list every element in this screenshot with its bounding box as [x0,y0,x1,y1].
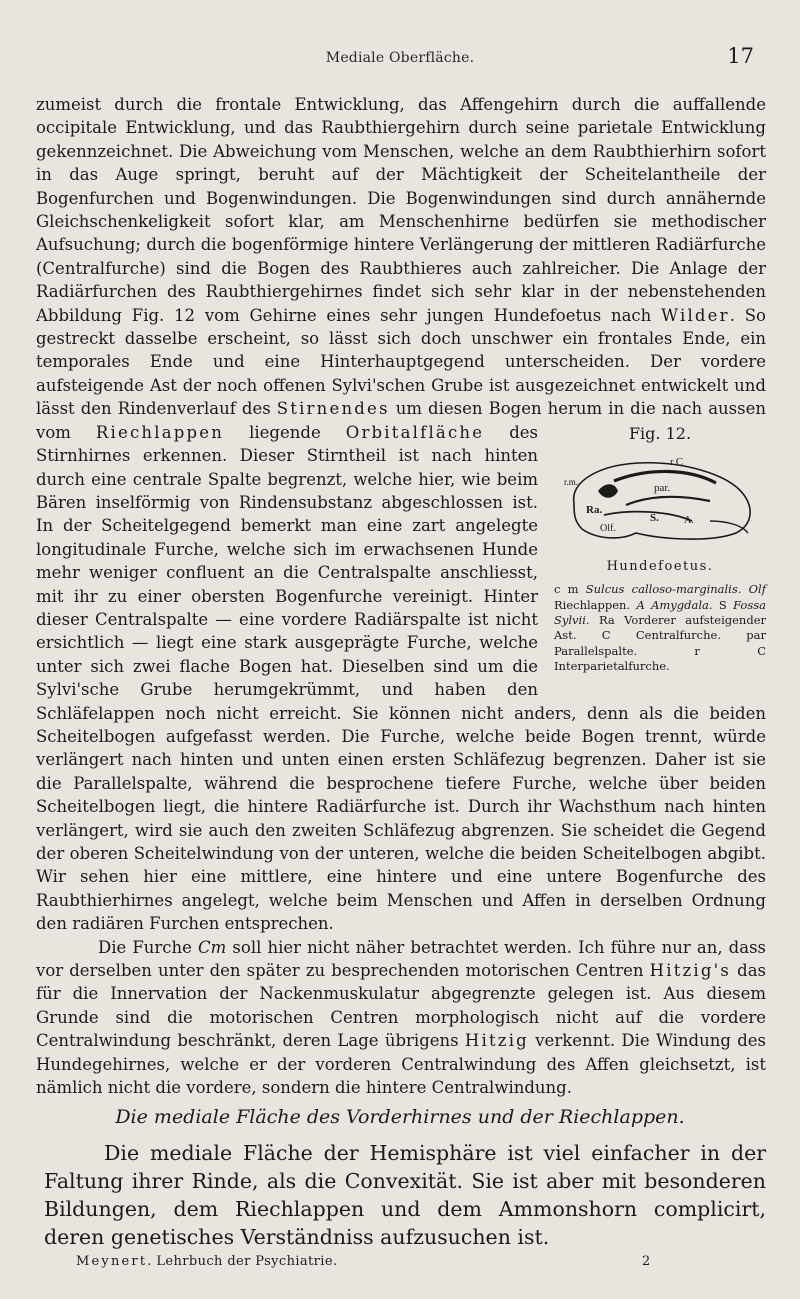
page-header [0,44,800,74]
legend-term: Amygdala. [651,597,713,612]
legend-abbr: S [718,597,727,612]
term-riechlappen: Riechlappen [95,422,225,442]
name-hitzig: Hitzig [464,1031,529,1051]
legend-abbr: c m [554,582,579,597]
figure-title: Fig. 12. [628,423,692,443]
name-hitzig: Hitzig's [649,961,732,981]
label-ra: Ra. [586,503,603,516]
label-s: S. [650,511,659,524]
label-a: A. [684,514,694,526]
text-run: das für die Innervation der Nackenmuskulatur abgegrenzte gelegen ist. Aus diesem Grunde sind die motorischen Centren morphologisch nicht auf die vordere Centralwindung beschränkt, deren Lage übrigens [36,961,767,1051]
page-number: 17 [727,44,754,68]
figure-legend [554,582,766,674]
text-run: zumeist durch die frontale Entwicklung, das Affengehirn durch die auffallende occipitale Entwicklung, und das Raubthiergehirn durch seine parietale Entwicklung gekennzeichnet. Die Abweichung vom Menschen, welche an dem Raubthierhirn sofort in das Auge springt, beruht auf der Mächtigkeit der Scheitelantheile der Bogenfurchen und Bogenwindungen. Die Bogenwindungen sind durch annähernde Gleichschenkeligkeit sofort klar, am Menschenhirne bedürfen sie methodischer Aufsuchung; durch die bogenförmige hintere Verlängerung der mittleren Radiärfurche (Centralfurche) sind die Bogen des Raubthieres auch zahlreicher. Die Anlage der Radiärfurchen des Raubthiergehirnes findet sich sehr klar in der nebenstehenden Abbildung Fig. 12 vom Gehirne eines sehr jungen Hundefoetus nach [36,95,766,325]
section-body [44,1139,766,1251]
footer-author: Meynert [76,1254,148,1269]
label-rc: r.C [670,455,684,468]
legend-rest: Ra Vorderer aufsteigender Ast. C Centralfurche. par Parallelspalte. r C Interparietalfurche. [554,612,766,674]
paragraph-1 [36,93,766,936]
legend-term: Riechlappen. [554,597,631,612]
section-paragraph: Die mediale Fläche der Hemisphäre ist viel einfacher in der Faltung ihrer Rinde, als die Convexität. Sie ist aber mit besonderen Bildungen, dem Riechlappen und dem Ammonshorn complicirt, deren genetisches Verständniss aufzusuchen ist. [44,1141,766,1249]
body-text [36,93,766,1099]
text-run: des Stirnhirnes erkennen. Dieser Stirntheil ist nach hinten durch eine centrale Spalte begrenzt, welche hier, wie beim Bären inselförmig von Rindensubstanz abgeschlossen ist. In der Scheitelgegend bemerkt man eine zart angelegte longitudinale Furche, welche sich im erwachsenen Hunde mehr weniger confluent an die Centralspalte anschliesst, mit ihr zu einer obersten Bogenfurche vereinigt. Hinter dieser Centralspalte — eine vordere Radiärspalte ist nicht ersichtlich — liegt eine stark ausgeprägte Furche, welche unter sich zwei flache Bogen hat. Dieselben sind um die Sylvi'sche Grube herumgekrümmt, und haben den Schläfelappen noch nicht erreicht. Sie können nicht anders, denn als die beiden Scheitelbogen aufgefasst werden. Die Furche, welche beide Bogen trennt, würde verlängert nach hinten und unten einen ersten Schläfezug begrenzen. Daher ist sie die Parallelspalte, während die besprochene tiefere Furche, welche über beiden Scheitelbogen liegt, die hintere Radiärfurche ist. Durch ihr Wachsthum nach hinten verlängert, wird sie auch den zweiten Schläfezug abgrenzen. Sie scheidet die Gegend der oberen Scheitelwindung von der unteren, welche die beiden Scheitelbogen abgibt. Wir sehen hier eine mittlere, eine hintere und eine untere Bogenfurche des Raubthierhirnes angelegt, welche beim Menschen und Affen in derselben Ordnung den radiären Furchen entsprechen. [36,422,766,934]
term-stirnendes: Stirnendes [276,399,390,419]
term-cm: Cm [198,937,227,957]
label-rm: r.m. [564,476,579,487]
term-orbitalflaeche: Orbitalfläche [345,422,485,442]
temporal-pole [710,521,748,533]
sylvian-fossa [604,511,692,520]
footer-book: . Lehrbuch der Psychiatrie. [147,1254,338,1269]
section-title: Die mediale Fläche des Vorderhirnes und der Riechlappen. [115,1106,685,1128]
legend-term: Sulcus calloso-marginalis. [585,582,742,597]
running-head: Mediale Oberfläche. [325,50,475,66]
text-run: um diesen Bogen herum in die nach aussen vom [36,399,767,442]
text-run: liegende [249,422,321,442]
central-furrow [598,484,618,498]
brain-diagram [560,451,760,547]
paragraph-2 [36,936,766,1100]
signature-mark: 2 [642,1254,651,1269]
text-run: Die Furche [98,937,192,957]
name-wilder: Wilder [661,305,730,325]
label-olf: Olf. [600,522,616,534]
legend-term: Fossa Sylvii. [554,597,766,627]
legend-abbr: A [636,597,645,612]
text-run: soll hier nicht näher betrachtet werden. Ich führe nur an, dass vor derselben unter den später zu besprechenden motorischen Centren [36,937,766,981]
text-run: verkennt. Die Windung des Hundegehirnes, welche er der vorderen Centralwindung des Affen gleichsetzt, ist nämlich nicht die vordere, sondern die hintere Centralwindung. [36,1031,766,1098]
figure-12 [554,423,766,675]
label-par: par. [654,481,671,494]
figure-subject: Hundefoetus. [606,558,714,574]
footer-imprint [76,1254,337,1269]
text-run: . So gestreckt dasselbe erscheint, so lässt sich doch unschwer ein frontales Ende, ein temporales Ende und eine Hinterhauptgegend unterscheiden. Der vordere aufsteigende Ast der noch offenen Sylvi'schen Grube ist ausgezeichnet entwickelt und lässt den Rindenverlauf des [36,305,766,419]
parallel-furrow [626,497,710,505]
legend-abbr: Olf [748,582,766,597]
